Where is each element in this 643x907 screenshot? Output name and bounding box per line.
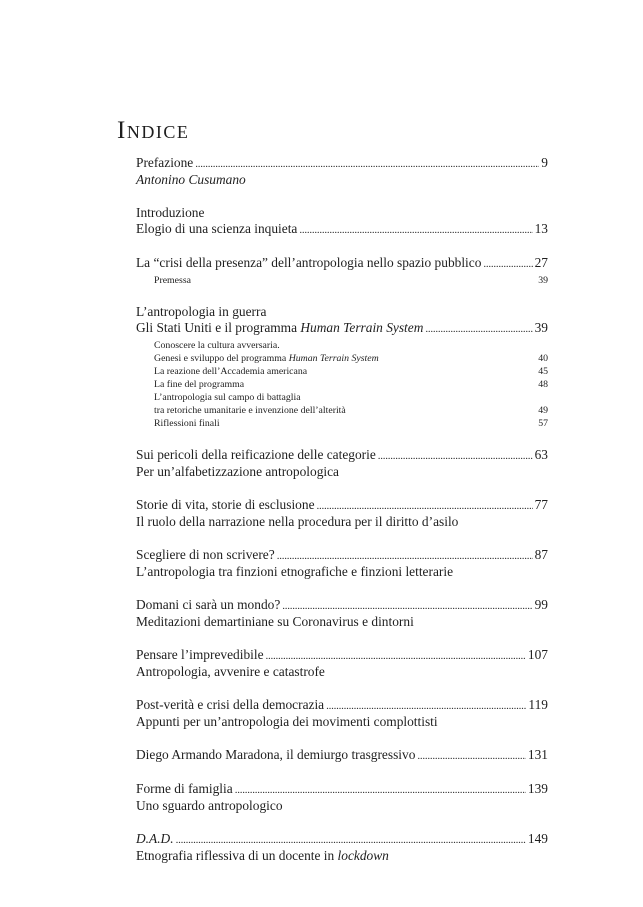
entry-subtitle: Uno sguardo antropologico <box>136 798 283 813</box>
sub-entry[interactable] <box>136 274 548 287</box>
toc-entry-reificazione <box>136 447 548 480</box>
dot-leader <box>176 832 526 848</box>
dot-leader <box>277 548 533 564</box>
toc-entry-imprevedibile <box>136 647 548 680</box>
entry-title: D.A.D. <box>136 831 174 846</box>
entry-title: Diego Armando Maradona, il demiurgo trasgressivo <box>136 747 416 762</box>
toc-line[interactable] <box>136 320 548 337</box>
sub-entry-title: Riflessioni finali <box>154 418 220 429</box>
sub-entry-title-italic: Human Terrain System <box>288 353 379 364</box>
page-number: 77 <box>534 497 548 512</box>
sub-entry-title: L’antropologia sul campo di battaglia <box>154 392 301 403</box>
page-number: 87 <box>534 547 548 562</box>
toc-line[interactable] <box>136 255 548 272</box>
sub-entry-title: Conoscere la cultura avversaria. <box>154 340 280 351</box>
entry-title: Elogio di una scienza inquieta <box>136 221 298 236</box>
toc-entry-prefazione <box>136 155 548 188</box>
entry-title: La “crisi della presenza” dell’antropologia nello spazio pubblico <box>136 255 482 270</box>
toc-line[interactable] <box>136 831 548 848</box>
entry-subtitle: Antropologia, avvenire e catastrofe <box>136 664 325 679</box>
entry-title: Storie di vita, storie di esclusione <box>136 497 315 512</box>
entry-title: Scegliere di non scrivere? <box>136 547 275 562</box>
dot-leader <box>195 156 539 172</box>
page-number: 13 <box>534 221 548 236</box>
entry-subtitle: L’antropologia tra finzioni etnografiche e finzioni letterarie <box>136 564 454 579</box>
entry-subtitle-roman: Etnografia riflessiva di un docente in <box>136 848 338 863</box>
entry-author: Antonino Cusumano <box>136 172 246 187</box>
dot-leader <box>417 748 525 764</box>
sub-entry-title: tra retoriche umanitarie e invenzione dell’alterità <box>154 405 346 416</box>
toc-entry-domani <box>136 597 548 630</box>
dot-leader <box>317 498 533 514</box>
entry-title: Domani ci sarà un mondo? <box>136 597 281 612</box>
toc-entry-storie-di-vita <box>136 497 548 530</box>
entry-title: Forme di famiglia <box>136 781 233 796</box>
entry-title: Sui pericoli della reificazione delle categorie <box>136 447 376 462</box>
sub-page-number: 57 <box>538 418 548 429</box>
sub-entry-title: Premessa <box>154 275 192 286</box>
sub-entries <box>136 339 548 430</box>
toc-entry-antropologia-in-guerra <box>136 304 548 430</box>
toc-entry-scegliere <box>136 547 548 580</box>
toc-line[interactable] <box>136 747 548 764</box>
toc-line[interactable] <box>136 597 548 614</box>
sub-entries <box>136 274 548 287</box>
sub-entry[interactable] <box>136 339 548 352</box>
sub-page-number: 48 <box>538 379 548 390</box>
entry-heading: Introduzione <box>136 205 205 220</box>
sub-entry[interactable] <box>136 378 548 391</box>
sub-entry[interactable] <box>136 352 548 365</box>
toc-entry-crisi-presenza <box>136 255 548 287</box>
entry-title-roman: Gli Stati Uniti e il programma <box>136 320 301 335</box>
sub-entry-title: La fine del programma <box>154 379 245 390</box>
toc-line[interactable] <box>136 697 548 714</box>
page-number: 9 <box>541 155 548 170</box>
toc-line[interactable] <box>136 221 548 238</box>
dot-leader <box>266 648 526 664</box>
page-number: 149 <box>527 831 548 846</box>
page-number: 119 <box>528 697 548 712</box>
page-number: 99 <box>534 597 548 612</box>
entry-title: Prefazione <box>136 155 194 170</box>
sub-page-number: 45 <box>538 366 548 377</box>
entry-subtitle: Appunti per un’antropologia dei movimenti complottisti <box>136 714 438 729</box>
entry-subtitle: Il ruolo della narrazione nella procedura per il diritto d’asilo <box>136 514 459 529</box>
toc-entry-forme-di-famiglia <box>136 781 548 814</box>
sub-page-number: 39 <box>538 275 548 286</box>
page-number: 107 <box>527 647 548 662</box>
sub-page-number: 40 <box>538 353 548 364</box>
dot-leader <box>235 782 526 798</box>
dot-leader <box>326 698 526 714</box>
toc-line[interactable] <box>136 781 548 798</box>
page-number: 39 <box>534 320 548 335</box>
page-title: Indice <box>117 117 190 144</box>
sub-entry-title <box>154 352 379 365</box>
toc-entry-introduzione <box>136 205 548 238</box>
page-number: 139 <box>527 781 548 796</box>
entry-title: Post-verità e crisi della democrazia <box>136 697 325 712</box>
sub-entry[interactable] <box>136 404 548 417</box>
page-number: 131 <box>527 747 548 762</box>
dot-leader <box>282 598 532 614</box>
toc-entry-maradona <box>136 747 548 764</box>
sub-entry[interactable] <box>136 391 548 404</box>
sub-entry[interactable] <box>136 417 548 430</box>
entry-heading: L’antropologia in guerra <box>136 304 267 319</box>
entry-title <box>136 320 423 336</box>
toc-entry-dad <box>136 831 548 864</box>
entry-title: Pensare l’imprevedibile <box>136 647 264 662</box>
sub-entry-title-roman: Genesi e sviluppo del programma <box>154 353 289 364</box>
sub-page-number: 49 <box>538 405 548 416</box>
toc-line[interactable] <box>136 647 548 664</box>
dot-leader <box>483 256 532 272</box>
dot-leader <box>378 448 533 464</box>
page-number: 27 <box>534 255 548 270</box>
toc-entry-post-verita <box>136 697 548 730</box>
dot-leader <box>425 321 532 337</box>
table-of-contents <box>136 155 548 881</box>
entry-subtitle: Per un’alfabetizzazione antropologica <box>136 464 339 479</box>
sub-entry[interactable] <box>136 365 548 378</box>
toc-line[interactable] <box>136 547 548 564</box>
page-number: 63 <box>534 447 548 462</box>
sub-entry-title: La reazione dell’Accademia americana <box>154 366 308 377</box>
toc-line[interactable] <box>136 447 548 464</box>
dot-leader <box>299 222 532 238</box>
entry-subtitle: Meditazioni demartiniane su Coronavirus e dintorni <box>136 614 414 629</box>
entry-title-italic: Human Terrain System <box>300 320 424 335</box>
toc-line[interactable] <box>136 155 548 172</box>
entry-subtitle-italic: lockdown <box>337 848 389 863</box>
entry-subtitle <box>136 848 548 864</box>
toc-line[interactable] <box>136 497 548 514</box>
